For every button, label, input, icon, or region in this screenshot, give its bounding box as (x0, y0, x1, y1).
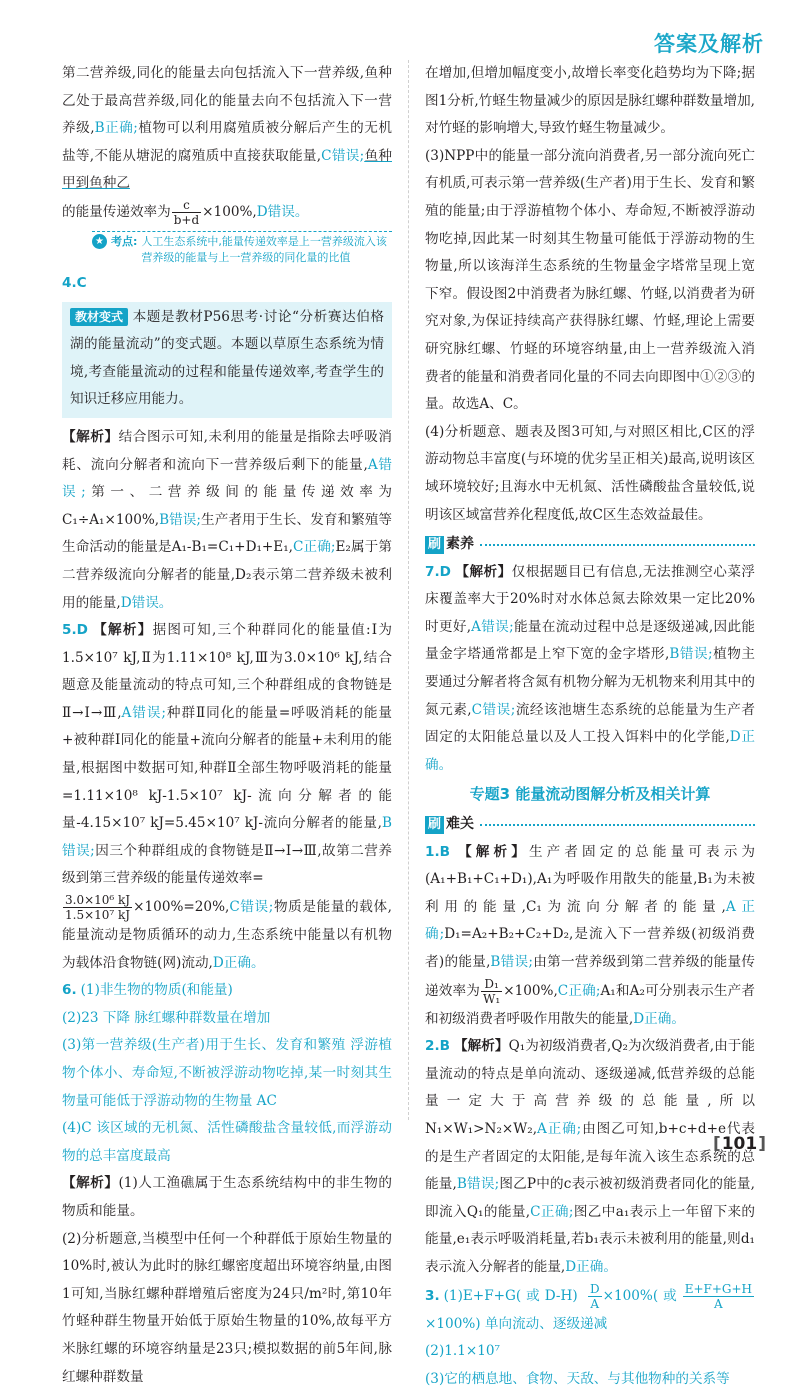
q6-part4: (4)分析题意、题表及图3可知,与对照区相比,C区的浮游动物总丰富度(与环境的优劣呈正相关)最高,说明该区域环境较好;且海水中无机氮、活性磷酸盐含量较低,说明该区域富营养化程度低,故C区生态效益最佳。 (425, 423, 755, 523)
column-divider (408, 60, 409, 1120)
textbook-variant-box: 教材变式 本题是教材P56思考·讨论“分析赛达伯格湖的能量流动”的变式题。本题以草原生态系统为情境,考查能量流动的过程和能量传递效率,考查学生的知识迁移应用能力。 (62, 302, 392, 418)
q6-answers: 6. (1)非生物的物质(和能量) (2)23 下降 脉红螺种群数量在增加 (3)第一营养级(生产者)用于生长、发育和繁殖 浮游植物个体小、寿命短,不断被浮游动物吃掉,某一时刻其生物量可能低于浮游动物的生物量 AC (4)C 该区域的无机氮、活性磷酸盐含量较低,而浮游动物的总丰富度最高 (62, 982, 392, 1164)
q6-part3: (3)NPP中的能量一部分流向消费者,另一部分流向死亡有机质,可表示第一营养级(生产者)用于生长、发育和繁殖的能量;由于浮游植物个体小、寿命短,不断被浮游动物吃掉,因此某一时刻其生物量可能低于浮游动物的生物量,所以该海洋生态系统的生物量金字塔常呈现上宽下窄。假设图2中消费者为脉红螺、竹蛏,以消费者为研究对象,为保证持续高产获得脉红螺、竹蛏,理论上需要研究脉红螺、竹蛏的环境容纳量,由上一营养级流入消费者的能量和消费者同化量的不同去向即图中①②③的量。故选A、C。 (425, 147, 755, 413)
fraction-efgh-over-a: $\frac{E+F+G+H}{A}$ (684, 1281, 752, 1311)
q6-explanation-2: (2)分析题意,当模型中任何一个种群低于原始生物量的10%时,被认为此时的脉红螺密度超出环境容纳量,由图1可知,当脉红螺种群增殖后密度为24只/m²时,第10年竹蛏种群生物量开始低于原始生物量的10%,故每平方米脉红螺的环境容纳量是23只;模拟数据的前5年间,脉红螺种群数量 (62, 1230, 392, 1385)
q1-explanation: 1.B 【解析】生产者固定的总能量可表示为(A₁+B₁+C₁+D₁),A₁为呼吸作用散失的能量,B₁为未被利用的能量,C₁为流向分解者的能量,A正确;D₁=A₂+B₂+C₂+D₂,是流入下一营养级(初级消费者)的能量,B错误;由第一营养级到第二营养级的能量传递效率为 $\frac{\text{D₁}}{\text{W₁}}$ ×100%,C正确;A₁和A₂可分别表示生产者和初级消费者呼吸作用散失的能量,D正确。 (425, 843, 756, 1027)
section-difficulty-header: 刷 难关 (425, 811, 755, 839)
q3-answers: 3. (1)E+F+G(或D-H) $\frac{D}{A}$ ×100%(或 $\frac{E+F+G+H}{A}$ ×100%) 单向流动、逐级递减 (2)1.1×10⁷ (3)它的栖息地、食物、天敌、与其他物种的关系等 (425, 1281, 752, 1387)
page-number: [ 101 ] (713, 1134, 766, 1154)
textbook-variant-badge: 教材变式 (70, 308, 128, 326)
q3-continuation: 第二营养级,同化的能量去向包括流入下一营养级,鱼种乙处于最高营养级,同化的能量去向不包括流入下一营养级,B正确;植物可以利用腐殖质被分解后产生的无机盐等,不能从塘泥的腐殖质中直接获取能量,C错误;鱼种甲到鱼种乙 的能量传递效率为 $\frac{c}{b+d}$ ×100%,D错误。 (62, 65, 392, 227)
tip-note: ★ 考点: 人工生态系统中,能量传递效率是上一营养级流入该营养级的能量与上一营养级的同化量的比值 (92, 231, 392, 266)
q6-continuation: 在增加,但增加幅度变小,故增长率变化趋势均为下降;据图1分析,竹蛏生物量减少的原因是脉红螺种群数量增加,对竹蛏的影响增大,导致竹蛏生物量减少。 (425, 65, 755, 137)
fraction-d-over-a: $\frac{D}{A}$ (589, 1281, 600, 1311)
fraction-c-over-bd: $\frac{c}{b+d}$ (173, 197, 200, 227)
fraction-efficiency: $\frac{\text{3.0×10⁶ kJ}}{\text{1.5×10⁷ kJ}}$ (65, 893, 131, 923)
right-column (425, 60, 755, 1393)
q7-explanation: 7.D 【解析】仅根据题目已有信息,无法推测空心菜浮床覆盖率大于20%时对水体总氮去除效果一定比20%时更好,A错误;能量在流动过程中总是逐级递减,因此能量金字塔通常都是上窄下宽的金字塔形,B错误;植物主要通过分解者将含氮有机物分解为无机物来利用其中的氮元素,C错误;流经该池塘生态系统的总能量为生产者固定的太阳能总量以及人工投入饵料中的化学能,D正确。 (425, 563, 755, 773)
q4-explanation: 【解析】结合图示可知,未利用的能量是指除去呼吸消耗、流向分解者和流向下一营养级后剩下的能量,A错误;第一、二营养级间的能量传递效率为C₁÷A₁×100%,B错误;生产者用于生长、发育和繁殖等生命活动的能量是A₁-B₁=C₁+D₁+E₁,C正确;E₂属于第二营养级流向分解者的能量,D₂表示第二营养级未被利用的能量,D错误。 (62, 428, 392, 611)
q2-explanation: 2.B 【解析】Q₁为初级消费者,Q₂为次级消费者,由于能量流动的特点是单向流动、逐级递减,低营养级的总能量一定大于高营养级的总能量,所以N₁×W₁>N₂×W₂,A正确;由图乙可知,b+c+d+e代表的是生产者固定的太阳能,是每年流入该生态系统的总能量,B错误;图乙P中的c表示被初级消费者同化的能量,即流入Q₁的能量,C正确;图乙中a₁表示上一年留下来的能量,e₁表示呼吸消耗量,若b₁表示未被利用的能量,则d₁表示流入分解者的能量,D正确。 (425, 1038, 756, 1275)
q5-explanation: 5.D 【解析】据图可知,三个种群同化的能量值:Ⅰ为1.5×10⁷ kJ,Ⅱ为1.11×10⁸ kJ,Ⅲ为3.0×10⁶ kJ,结合题意及能量流动的特点可知,三个种群组成的食物链是Ⅱ→Ⅰ→Ⅲ,A错误;种群Ⅱ同化的能量=呼吸消耗的能量+被种群Ⅰ同化的能量+流向分解者的能量+未利用的能量,根据图中数据可知,种群Ⅱ全部生物呼吸消耗的能量=1.11×10⁸ kJ-1.5×10⁷ kJ-流向分解者的能量-4.15×10⁷ kJ=5.45×10⁷ kJ-流向分解者的能量,B错误;因三个种群组成的食物链是Ⅱ→Ⅰ→Ⅲ,故第二营养级到第三营养级的能量传递效率= $\frac{\text{3.0×10⁶ kJ}}{\text{1.5×10⁷ kJ}}$ ×100%=20%,C错误;物质是能量的载体,能量流动是物质循环的动力,生态系统中能量以有机物为载体沿食物链(网)流动,D正确。 (62, 622, 393, 971)
fraction-d1-w1: $\frac{\text{D₁}}{\text{W₁}}$ (483, 976, 501, 1006)
q4-answer: 4.C (62, 274, 87, 291)
q6-explanation-1: 【解析】(1)人工渔礁属于生态系统结构中的非生物的物质和能量。 (62, 1175, 392, 1219)
section-literacy-header: 刷 素养 (425, 531, 755, 559)
left-column (62, 60, 392, 1391)
header-title: 答案及解析 (654, 32, 764, 56)
tip-icon: ★ (92, 234, 107, 249)
topic-title: 专题3 能量流动图解分析及相关计算 (469, 785, 711, 804)
